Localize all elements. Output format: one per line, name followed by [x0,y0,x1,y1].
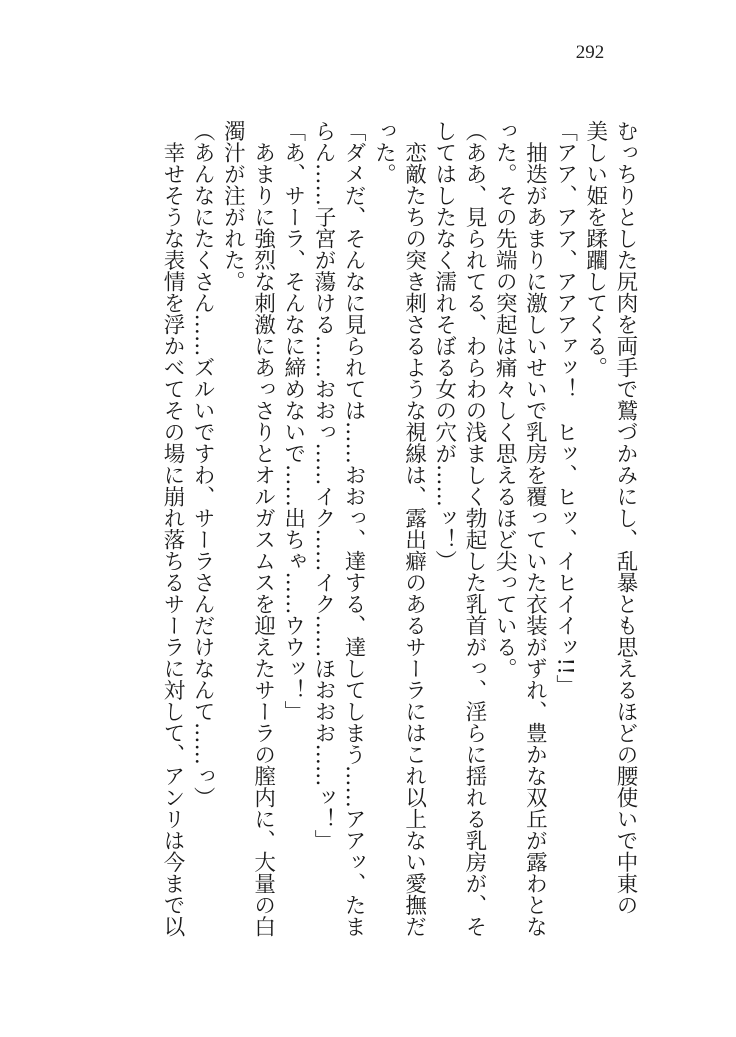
text-line: 恋敵たちの突き刺さるような視線は、露出癖のあるサーラにはこれ以上ない愛撫だ [401,120,427,937]
text-line: むっちりとした尻肉を両手で鷲づかみにし、乱暴とも思えるほどの腰使いで中東の [613,120,638,916]
text-line: （あんなにたくさん……ズルいですわ、サーラさんだけなんて……っ） [190,120,216,808]
text-line: った。 [371,120,397,185]
text-line: あまりに強烈な刺激にあっさりとオルガスムスを迎えたサーラの膣内に、大量の白 [250,120,276,937]
vertical-text-block [80,120,640,980]
text-line: してはしたなく濡れそぼる女の穴が……ッ！） [431,120,457,572]
text-line: 「ダメだ、そんなに見られては……おおっ、達する、達してしまう……アアッ、たま [341,120,367,937]
text-line: 「アア、アア、アアアァッ！ ヒッ、ヒッ、イヒイイッ!!」 [552,120,578,697]
text-line: らん……子宮が蕩ける……おおっ……イク……イク……ほおおお……ッ！」 [310,120,336,851]
text-line: 抽迭があまりに激しいせいで乳房を覆っていた衣装がずれ、豊かな双丘が露わとな [522,120,548,937]
page-number: 292 [575,42,605,63]
text-line: 濁汁が注がれた。 [220,120,246,292]
text-line: （ああ、見られてる、わらわの浅ましく勃起した乳首がっ、淫らに揺れる乳房が、そ [461,120,487,937]
text-line: 幸せそうな表情を浮かべてその場に崩れ落ちるサーラに対して、アンリは今まで以 [159,120,185,937]
text-line: った。その先端の突起は痛々しく思えるほど尖っている。 [492,120,518,679]
text-line: 「あ、サーラ、そんなに締めないで……出ちゃ……ウウッ！」 [280,120,306,722]
text-line: 美しい姫を蹂躙してくる。 [582,120,608,378]
